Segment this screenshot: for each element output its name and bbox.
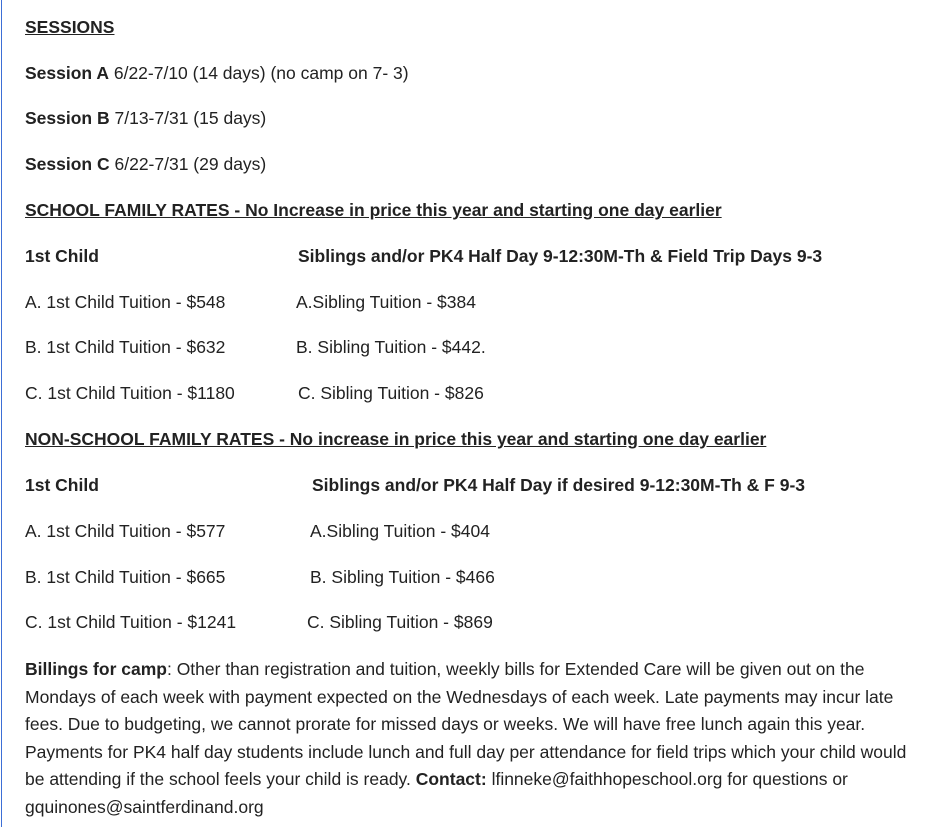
- non-school-sibling-b: B. Sibling Tuition - $466: [310, 567, 495, 587]
- left-border: [1, 0, 2, 827]
- school-sibling-a: A.Sibling Tuition - $384: [296, 292, 476, 312]
- session-b-detail: 7/13-7/31 (15 days): [114, 108, 267, 128]
- sessions-heading: SESSIONS: [25, 17, 115, 37]
- billing-paragraph: [25, 656, 910, 821]
- session-c-detail: 6/22-7/31 (29 days): [114, 154, 267, 174]
- session-a-name: Session A: [25, 63, 109, 83]
- session-c-line: [25, 153, 266, 175]
- non-school-first-a: A. 1st Child Tuition - $577: [25, 521, 226, 541]
- contact-label: Contact:: [415, 769, 487, 789]
- billing-text: : Other than registration and tuition, weekly bills for Extended Care will be given out on the Mondays of each week with payment expected on the Wednesdays of each week. Late payments may incur late fees. Due to budgeting, we cannot prorate for missed days or weeks. We will have free lunch again this year. Payments for PK4 half day students include lunch and full day per attendance for field trips which your child would be attending if the school feels your child is ready.: [25, 659, 907, 789]
- school-first-b: B. 1st Child Tuition - $632: [25, 337, 226, 357]
- school-sibling-c: C. Sibling Tuition - $826: [298, 383, 484, 403]
- school-sibling-b: B. Sibling Tuition - $442.: [296, 337, 486, 357]
- non-school-rates-heading: NON-SCHOOL FAMILY RATES - No increase in price this year and starting one day earlier: [25, 429, 767, 449]
- non-school-sibling-a: A.Sibling Tuition - $404: [310, 521, 490, 541]
- contact-text: lfinneke@faithhopeschool.org for questions or gquinones@saintferdinand.org: [25, 769, 848, 817]
- session-b-name: Session B: [25, 108, 110, 128]
- non-school-col2-header: Siblings and/or PK4 Half Day if desired 9-12:30M-Th & F 9-3: [312, 475, 806, 495]
- school-col2-header: Siblings and/or PK4 Half Day 9-12:30M-Th & Field Trip Days 9-3: [298, 246, 823, 266]
- session-b-line: [25, 107, 266, 129]
- billing-label: Billings for camp: [25, 659, 167, 679]
- non-school-sibling-c: C. Sibling Tuition - $869: [307, 612, 493, 632]
- non-school-first-c: C. 1st Child Tuition - $1241: [25, 612, 237, 632]
- session-a-detail: 6/22-7/10 (14 days) (no camp on 7- 3): [113, 63, 409, 83]
- session-c-name: Session C: [25, 154, 110, 174]
- school-rates-heading: SCHOOL FAMILY RATES - No Increase in price this year and starting one day earlier: [25, 200, 722, 220]
- session-a-line: [25, 62, 409, 84]
- school-first-c: C. 1st Child Tuition - $1180: [25, 383, 235, 403]
- school-first-a: A. 1st Child Tuition - $548: [25, 292, 226, 312]
- school-col1-header: 1st Child: [25, 246, 99, 266]
- non-school-col1-header: 1st Child: [25, 475, 99, 495]
- non-school-first-b: B. 1st Child Tuition - $665: [25, 567, 226, 587]
